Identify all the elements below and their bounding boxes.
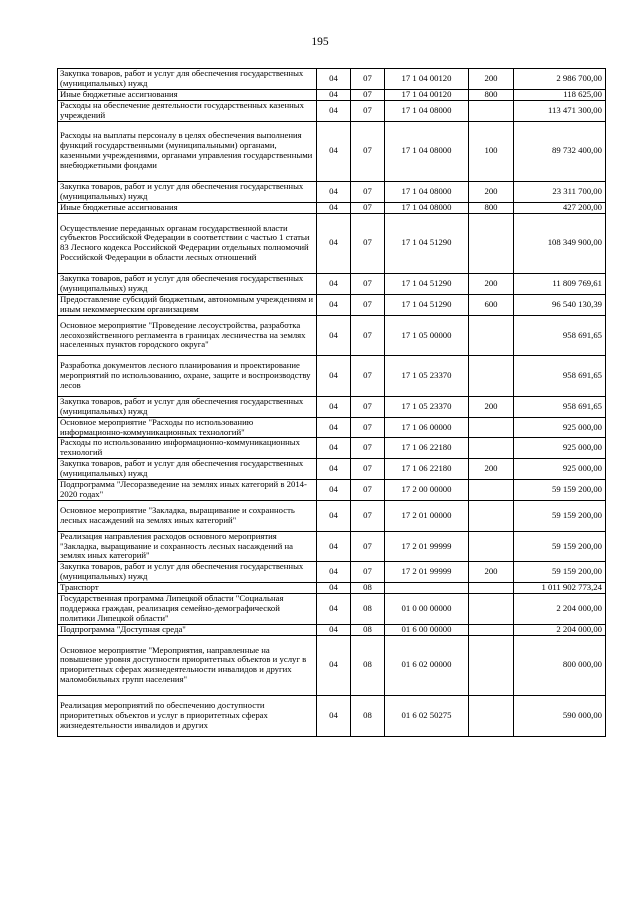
row-target: 01 0 00 00000 (385, 594, 469, 625)
row-subsection: 07 (351, 459, 385, 480)
row-type (469, 624, 514, 635)
row-subsection: 07 (351, 100, 385, 121)
row-amount: 59 159 200,00 (514, 531, 606, 562)
table-row (58, 624, 606, 635)
row-subsection: 07 (351, 294, 385, 315)
row-subsection: 07 (351, 69, 385, 90)
row-target: 01 6 02 00000 (385, 635, 469, 695)
row-target: 17 1 04 00120 (385, 89, 469, 100)
row-subsection: 08 (351, 583, 385, 594)
table-row (58, 121, 606, 181)
row-section: 04 (317, 583, 351, 594)
row-type: 200 (469, 181, 514, 202)
row-type (469, 635, 514, 695)
row-section: 04 (317, 69, 351, 90)
row-subsection: 08 (351, 624, 385, 635)
row-target: 17 1 04 51290 (385, 213, 469, 273)
row-section: 04 (317, 624, 351, 635)
table-row (58, 696, 606, 737)
row-subsection: 07 (351, 438, 385, 459)
row-type (469, 213, 514, 273)
row-subsection: 07 (351, 417, 385, 438)
row-target: 17 1 04 51290 (385, 274, 469, 295)
row-type (469, 696, 514, 737)
row-section: 04 (317, 181, 351, 202)
row-type: 200 (469, 69, 514, 90)
row-target: 17 1 04 08000 (385, 202, 469, 213)
row-amount: 108 349 900,00 (514, 213, 606, 273)
row-subsection: 07 (351, 531, 385, 562)
row-amount: 2 986 700,00 (514, 69, 606, 90)
table-row (58, 500, 606, 531)
table-row (58, 100, 606, 121)
table-row (58, 562, 606, 583)
row-type: 200 (469, 459, 514, 480)
row-type (469, 480, 514, 501)
row-subsection: 07 (351, 213, 385, 273)
row-target: 01 6 00 00000 (385, 624, 469, 635)
row-target: 17 1 04 00120 (385, 69, 469, 90)
row-section: 04 (317, 274, 351, 295)
table-row (58, 356, 606, 397)
row-name: Иные бюджетные ассигнования (58, 89, 317, 100)
row-name: Основное мероприятие "Закладка, выращивание и сохранность лесных насаждений на землях иных категорий" (58, 500, 317, 531)
row-section: 04 (317, 213, 351, 273)
row-target: 17 1 04 51290 (385, 294, 469, 315)
row-amount: 925 000,00 (514, 438, 606, 459)
row-name: Подпрограмма "Доступная среда" (58, 624, 317, 635)
row-name: Основное мероприятие "Расходы по использованию информационно-коммуникационных технологий" (58, 417, 317, 438)
row-name: Транспорт (58, 583, 317, 594)
budget-table (57, 68, 606, 737)
row-section: 04 (317, 459, 351, 480)
row-type: 800 (469, 202, 514, 213)
row-target: 17 1 04 08000 (385, 181, 469, 202)
table-row (58, 315, 606, 356)
row-amount: 800 000,00 (514, 635, 606, 695)
table-row (58, 531, 606, 562)
row-amount: 958 691,65 (514, 356, 606, 397)
row-amount: 89 732 400,00 (514, 121, 606, 181)
row-section: 04 (317, 121, 351, 181)
row-name: Закупка товаров, работ и услуг для обеспечения государственных (муниципальных) нужд (58, 274, 317, 295)
table-row (58, 583, 606, 594)
table-row (58, 438, 606, 459)
row-name: Закупка товаров, работ и услуг для обеспечения государственных (муниципальных) нужд (58, 181, 317, 202)
table-row (58, 69, 606, 90)
row-subsection: 07 (351, 480, 385, 501)
row-name: Иные бюджетные ассигнования (58, 202, 317, 213)
row-subsection: 07 (351, 121, 385, 181)
row-subsection: 07 (351, 202, 385, 213)
row-target: 17 1 05 23370 (385, 396, 469, 417)
row-name: Закупка товаров, работ и услуг для обеспечения государственных (муниципальных) нужд (58, 562, 317, 583)
row-type (469, 583, 514, 594)
row-name: Закупка товаров, работ и услуг для обеспечения государственных (муниципальных) нужд (58, 396, 317, 417)
row-subsection: 08 (351, 635, 385, 695)
row-subsection: 07 (351, 181, 385, 202)
row-amount: 925 000,00 (514, 459, 606, 480)
row-target (385, 583, 469, 594)
row-name: Подпрограмма "Лесоразведение на землях иных категорий в 2014-2020 годах" (58, 480, 317, 501)
row-type (469, 438, 514, 459)
row-section: 04 (317, 202, 351, 213)
row-target: 17 1 06 00000 (385, 417, 469, 438)
table-row (58, 294, 606, 315)
row-name: Закупка товаров, работ и услуг для обеспечения государственных (муниципальных) нужд (58, 459, 317, 480)
row-type: 200 (469, 396, 514, 417)
row-name: Расходы по использованию информационно-коммуникационных технологий (58, 438, 317, 459)
row-subsection: 07 (351, 89, 385, 100)
row-type (469, 531, 514, 562)
row-target: 17 1 04 08000 (385, 121, 469, 181)
row-subsection: 07 (351, 315, 385, 356)
row-amount: 590 000,00 (514, 696, 606, 737)
row-name: Предоставление субсидий бюджетным, автономным учреждениям и иным некоммерческим организациям (58, 294, 317, 315)
row-name: Разработка документов лесного планирования и проектирование мероприятий по использованию, охране, защите и воспроизводству лесов (58, 356, 317, 397)
row-target: 17 1 04 08000 (385, 100, 469, 121)
row-name: Расходы на обеспечение деятельности государственных казенных учреждений (58, 100, 317, 121)
row-type: 800 (469, 89, 514, 100)
row-section: 04 (317, 356, 351, 397)
row-name: Основное мероприятие "Мероприятия, направленные на повышение уровня доступности приоритетных объектов и услуг в приоритетных сферах жизнедеятельности инвалидов и других маломобильных групп населения" (58, 635, 317, 695)
row-type: 600 (469, 294, 514, 315)
table-row (58, 480, 606, 501)
row-amount: 59 159 200,00 (514, 500, 606, 531)
row-subsection: 07 (351, 562, 385, 583)
row-section: 04 (317, 315, 351, 356)
row-amount: 958 691,65 (514, 396, 606, 417)
row-target: 17 2 00 00000 (385, 480, 469, 501)
table-row (58, 417, 606, 438)
row-type (469, 594, 514, 625)
row-name: Государственная программа Липецкой области "Социальная поддержка граждан, реализация семейно-демографической политики Липецкой области" (58, 594, 317, 625)
row-amount: 23 311 700,00 (514, 181, 606, 202)
row-subsection: 07 (351, 356, 385, 397)
row-subsection: 07 (351, 500, 385, 531)
row-section: 04 (317, 396, 351, 417)
row-subsection: 07 (351, 274, 385, 295)
row-target: 17 2 01 00000 (385, 500, 469, 531)
row-amount: 113 471 300,00 (514, 100, 606, 121)
table-row (58, 396, 606, 417)
row-amount: 96 540 130,39 (514, 294, 606, 315)
row-type: 100 (469, 121, 514, 181)
row-target: 17 1 05 23370 (385, 356, 469, 397)
row-amount: 1 011 902 773,24 (514, 583, 606, 594)
row-section: 04 (317, 531, 351, 562)
row-target: 01 6 02 50275 (385, 696, 469, 737)
row-target: 17 1 06 22180 (385, 438, 469, 459)
row-amount: 59 159 200,00 (514, 562, 606, 583)
table-row (58, 202, 606, 213)
row-section: 04 (317, 100, 351, 121)
row-subsection: 08 (351, 696, 385, 737)
row-amount: 11 809 769,61 (514, 274, 606, 295)
row-name: Расходы на выплаты персоналу в целях обеспечения выполнения функций государственными (муниципальными) органами, казенными учреждениями, органами управления государственными внебюджетными фондами (58, 121, 317, 181)
row-subsection: 07 (351, 396, 385, 417)
row-target: 17 2 01 99999 (385, 562, 469, 583)
row-section: 04 (317, 635, 351, 695)
row-type (469, 417, 514, 438)
row-type (469, 500, 514, 531)
row-section: 04 (317, 594, 351, 625)
row-section: 04 (317, 480, 351, 501)
table-row (58, 459, 606, 480)
row-amount: 925 000,00 (514, 417, 606, 438)
row-name: Осуществление переданных органам государственной власти субъектов Российской Федерации в соответствии с частью 1 статьи 83 Лесного кодекса Российской Федерации отдельных полномочий Российской Федерации в области лесных отношений (58, 213, 317, 273)
row-name: Реализация мероприятий по обеспечению доступности приоритетных объектов и услуг в приоритетных сферах жизнедеятельности инвалидов и других (58, 696, 317, 737)
row-amount: 958 691,65 (514, 315, 606, 356)
row-target: 17 1 06 22180 (385, 459, 469, 480)
budget-table-body (58, 69, 606, 737)
row-section: 04 (317, 562, 351, 583)
row-amount: 2 204 000,00 (514, 594, 606, 625)
row-section: 04 (317, 417, 351, 438)
table-row (58, 213, 606, 273)
row-section: 04 (317, 294, 351, 315)
row-name: Основное мероприятие "Проведение лесоустройства, разработка лесохозяйственного регламента в границах лесничества на землях населенных пунктов городского округа" (58, 315, 317, 356)
row-type (469, 356, 514, 397)
row-type (469, 100, 514, 121)
row-amount: 427 200,00 (514, 202, 606, 213)
table-row (58, 181, 606, 202)
row-type: 200 (469, 562, 514, 583)
row-subsection: 08 (351, 594, 385, 625)
row-target: 17 2 01 99999 (385, 531, 469, 562)
table-row (58, 89, 606, 100)
row-section: 04 (317, 438, 351, 459)
row-name: Закупка товаров, работ и услуг для обеспечения государственных (муниципальных) нужд (58, 69, 317, 90)
row-section: 04 (317, 89, 351, 100)
page-number: 195 (311, 36, 329, 48)
row-amount: 59 159 200,00 (514, 480, 606, 501)
table-row (58, 594, 606, 625)
row-section: 04 (317, 500, 351, 531)
table-row (58, 635, 606, 695)
row-target: 17 1 05 00000 (385, 315, 469, 356)
row-amount: 2 204 000,00 (514, 624, 606, 635)
row-name: Реализация направления расходов основного мероприятия "Закладка, выращивание и сохранность лесных насаждений на землях иных категорий" (58, 531, 317, 562)
row-amount: 118 625,00 (514, 89, 606, 100)
table-row (58, 274, 606, 295)
row-section: 04 (317, 696, 351, 737)
row-type (469, 315, 514, 356)
row-type: 200 (469, 274, 514, 295)
